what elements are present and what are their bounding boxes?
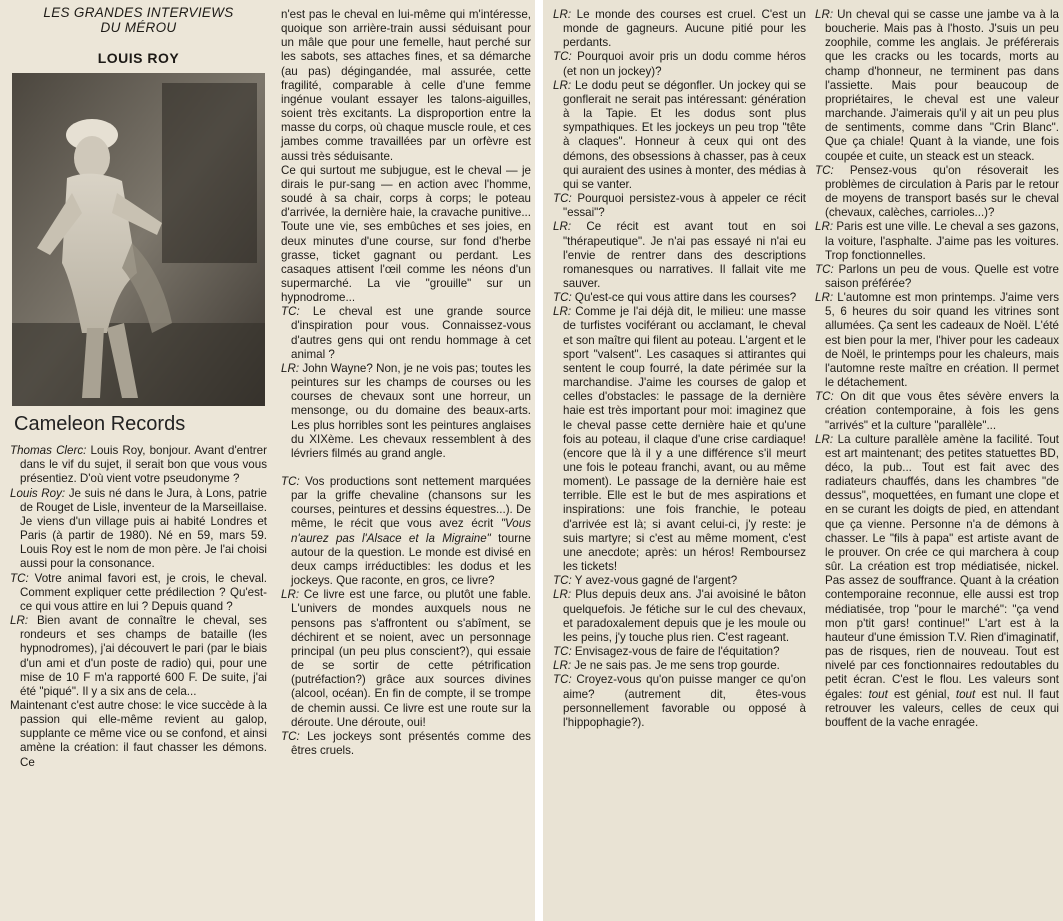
question-block: [553, 50, 806, 78]
speaker-label: LR:: [553, 220, 572, 234]
question-text: Pensez-vous qu'on résoverait les problèmes de circulation à Paris par le retour de moyens de transport basés sur le cheval (chevaux, calèches, carrioles...)?: [825, 163, 1059, 220]
speaker-label: LR:: [10, 614, 29, 628]
answer-block: [553, 8, 806, 50]
question-block: [281, 305, 531, 362]
answer-block: [815, 433, 1059, 730]
speaker-label: TC:: [553, 673, 572, 687]
speaker-label: Thomas Clerc:: [10, 444, 87, 458]
speaker-label: TC:: [10, 571, 29, 585]
answer-block: [553, 305, 806, 574]
question-block: [815, 263, 1059, 291]
question-text: Pourquoi persistez-vous à appeler ce récit "essai"?: [563, 192, 806, 220]
question-block: [553, 645, 806, 659]
answer-text: est nul. Il faut retrouver les valeurs, celles de ceux qui bouffent de la vache enragée.: [825, 687, 1059, 729]
speaker-label: LR:: [281, 361, 300, 375]
answer-text: John Wayne? Non, je ne vois pas; toutes les peintures sur les champs de courses ou les courses de chevaux sont une horreur, un mensonge, ou du domaine des beaux-arts. Les plus horribles sont les peintures anglaises du XIXème. Les chevaux ressemblent à des lévriers filmés au grand angle.: [291, 361, 531, 460]
answer-text: Paris est une ville. Le cheval a ses gazons, la voiture, l'asphalte. J'aime pas les voitures. Trop fonctionnelles.: [825, 220, 1059, 262]
speaker-label: LR:: [281, 588, 300, 602]
emphasis-word: tout: [868, 687, 888, 701]
question-text: On dit que vous êtes sévère envers la création contemporaine, à fois les gens "arrivés" et la culture "parallèle"...: [825, 390, 1059, 432]
speaker-label: TC:: [815, 262, 834, 276]
answer-text: Bien avant de connaître le cheval, ses rondeurs et ses champs de bataille (les hypnodromes), j'ai découvert le pari (par le biais d'un ami et d'un poste de radio) qui, pour une mise de 10 F m'a rapporté 600 F. De suite, j'ai été "piqué". Il y a six ans de cela...: [20, 614, 267, 698]
series-title: LES GRANDES INTERVIEWS DU MÉROU: [43, 5, 234, 35]
speaker-label: LR:: [815, 432, 834, 446]
speaker-label: TC:: [553, 574, 572, 588]
question-text: Le cheval est une grande source d'inspiration pour vous. Connaissez-vous d'autres gens qui ont rendu hommage à cet animal ?: [291, 305, 531, 361]
speaker-label: LR:: [815, 220, 834, 234]
speaker-label: LR:: [553, 8, 572, 21]
answer-block: [553, 588, 806, 645]
question-text: Les jockeys sont présentés comme des êtres cruels.: [291, 729, 531, 757]
portrait-photo-image: [12, 73, 265, 406]
question-text: Croyez-vous qu'on puisse manger ce qu'on aime? (autrement dit, êtes-vous personnellement favorable ou opposé à l'hippophagie?).: [563, 673, 806, 729]
speaker-label: TC:: [553, 192, 572, 206]
question-text: Qu'est-ce qui vous attire dans les courses?: [574, 291, 797, 305]
answer-continuation: n'est pas le cheval en lui-même qui m'intéresse, quoique son arrière-train aussi séduisant pour un mâle que pour une femelle, haut perché sur les sabots, ses attaches fines, et sa démarche (au pas) dégingandée, mal assurée, cette fragilité, comparable à celle d'une femme ingénue voulant essayer les talons-aiguilles, soient très excitants. La disproportion entre la masse du corps, où chaque muscle roule, et ces jambes comme travaillées par un orfèvre est aussi très séduisante.: [281, 8, 531, 163]
question-block: [553, 673, 806, 730]
emphasis-word: tout: [955, 687, 976, 701]
answer-text: est génial,: [893, 687, 950, 701]
question-block: [553, 574, 806, 588]
interviewee-name: LOUIS ROY: [97, 50, 180, 66]
answer-block: [553, 79, 806, 192]
speaker-label: TC:: [281, 475, 300, 488]
answer-text: Je suis né dans le Jura, à Lons, patrie de Rouget de Lisle, inventeur de la Marseillaise. Je viens d'un village puis ai habité Londres et Paris (à partir de 1980). Né en 59, mars 59. Louis Roy est le nom de mon père. Je l'ai choisi aussi pour la consonance.: [20, 486, 267, 571]
answer-text: Comme je l'ai déjà dit, le milieu: une masse de turfistes vociférant ou acclamant, le cheval et son maître qui filent au poteau. L'argent et le sport "valsent". Les casaques si attirantes qui sentent le coup fourré, la date périmée sur la marchandise. J'aime les courses de galop et celles d'obstacles: le passage de la dernière haie est très important pour moi: imaginez que le cheval passe cette dernière haie et qu'une fois au poteau, il claque d'une crise cardiaque! (encore que là il y a une différence s'il meurt une fois le poteau franchi, avant, ou au même moment). Le passage de la dernière haie est terrible. Elle est le but de mes aspirations et inspirations: une fois franchie, le poteau d'arrivée est là; si avant celui-ci, j'y reste: je suis martyre; si c'est au même moment, c'est une anecdote; après: un héros! Remboursez les tickets!: [563, 305, 806, 574]
answer-block: [10, 614, 267, 699]
question-text: Y avez-vous gagné de l'argent?: [574, 574, 738, 588]
speaker-label: TC:: [553, 50, 572, 64]
photo-credit: Cameleon Records: [14, 413, 186, 436]
question-text: tourne autour de la question. Le monde est divisé en deux camps irréductibles: les dodus et les jockeys. Que raconte, en gros, ce livre?: [291, 531, 531, 588]
speaker-label: LR:: [815, 291, 834, 305]
question-text: Louis Roy, bonjour. Avant d'entrer dans le vif du sujet, il serait bon que vous vous présentiez. D'où vient votre pseudonyme ?: [20, 444, 267, 486]
answer-text: Ce livre est une farce, ou plutôt une fable. L'univers de mondes auxquels nous ne pensons pas s'affrontent ou s'abîment, se déchirent et se noient, avec un personnage principal (un peu plus conscient?), qui essaie de se sortir de cette pétrification (putréfaction?) grâce aux sources divines (alcool, océan). En fin de compte, il se trompe de chemin aussi. Ce livre est une route sur la déroute. Une déroute, oui!: [291, 588, 531, 729]
answer-block: [281, 362, 531, 461]
answer-block: [553, 220, 806, 291]
question-block: [10, 572, 267, 614]
answer-text: Le monde des courses est cruel. C'est un monde de gagneurs. Aucune pitié pour les perdants.: [563, 8, 806, 50]
answer-block: [815, 291, 1059, 390]
question-block: [281, 730, 531, 758]
speaker-label: LR:: [815, 8, 834, 21]
answer-paragraph: Ce qui surtout me subjugue, est le cheval — je dirais le pur-sang — en action avec l'homme, soudé à sa chair, corps à corps; le poteau d'arrivée, la dernière haie, la cravache punitive... Toute une vie, ses embûches et ses joies, en deux minutes d'une course, sur fond d'herbe grasse, ticket gagnant ou perdant. Les casaques attisent l'œil comme les néons d'un supermarché. La vie "grouille" sur un hypnodrome...: [281, 163, 531, 305]
speaker-label: LR:: [553, 305, 572, 319]
question-block: [815, 164, 1059, 221]
answer-continuation: [10, 699, 267, 770]
speaker-label: Louis Roy:: [10, 486, 66, 500]
column-3: [553, 8, 806, 921]
question-block: [815, 390, 1059, 432]
speaker-label: TC:: [815, 390, 834, 404]
question-block: [553, 192, 806, 220]
column-4: [815, 8, 1059, 921]
question-text: Pourquoi avoir pris un dodu comme héros (et non un jockey)?: [563, 50, 806, 78]
portrait-photo: [12, 73, 265, 406]
question-text: Vos productions sont nettement marquées par la griffe chevaline (chansons sur les courses, peintures et dessins équestres...). De même, le récit que vous avez écrit: [291, 475, 531, 531]
answer-text: Plus depuis deux ans. J'ai avoisiné le bâton quelquefois. Je fétiche sur le cul des chevaux, et paradoxalement depuis que je les moule ou les peins, j'y touche plus rien. C'est rageant.: [563, 588, 806, 644]
answer-block: [553, 659, 806, 673]
question-block: [553, 291, 806, 305]
speaker-label: LR:: [553, 78, 572, 92]
speaker-label: TC:: [281, 305, 300, 319]
answer-text: La culture parallèle amène la facilité. Tout est art maintenant; des petites statuettes BD, déco, la pub... Tout est fait avec des radiateurs chauffés, dans les chambres "de dessus", moquettées, en fumant une clope et en se curant les doigts de pied, en attendant que ça vienne. Personne n'a de démons à chasser. Le "fils à papa" est artiste avant de le prouver. On crée ce qui marchera à coup sûr. La création est trop médiatisée, nickel. Pas assez de souffrance. Quant à la création contemporaine reconnue, elle aussi est trop médiatisée, trop "pour le marché": "ça vend mon p'tit gars! continue!" L'art est à la hauteur d'une émission T.V. Rien d'imaginatif, pas de risques, rien de nouveau. Tout est nivelé par ces fonctionnaires redoutables du petit écran. C'est le flou. Les valeurs sont égales:: [825, 432, 1060, 701]
question-text: Votre animal favori est, je crois, le cheval. Comment expliquer cette prédilection ? Qu'est-ce qui vous attire en lui ? Depuis quand ?: [20, 571, 267, 613]
speaker-label: TC:: [553, 645, 572, 659]
right-page: [543, 0, 1063, 921]
question-block: [10, 444, 267, 486]
answer-text: Un cheval qui se casse une jambe va à la boucherie. Mais pas à l'hosto. J'suis un peu zoophile, comme les anglais. Je préférerais que les cracks ou les tocards, morts au champ d'honneur, ne terminent pas dans l'assiette. Mais pour beaucoup de propriétaires, le cheval est une valeur marchande. J'aimerais qu'il y ait un peu plus de sentiments, comme dans "Crin Blanc". Que ça chiale! Quant à la viande, une fois coupée et cuite, un steack est un steack.: [825, 8, 1059, 163]
answer-text: Maintenant c'est autre chose: le vice succède à la passion qui elle-même revient au galop, supplante ce même vice ou se confond, et ainsi amène la création: il faut chasser les démons. Ce: [10, 698, 267, 769]
answer-text: Je ne sais pas. Je me sens trop gourde.: [574, 659, 780, 673]
question-text: Envisagez-vous de faire de l'équitation?: [574, 645, 780, 659]
answer-block: [815, 220, 1059, 262]
question-block: [281, 475, 531, 588]
speaker-label: TC:: [553, 291, 572, 305]
answer-block: [281, 588, 531, 730]
speaker-label: TC:: [281, 729, 300, 743]
answer-text: L'automne est mon printemps. J'aime vers 5, 6 heures du soir quand les vitrines sont allumées. Ça sent les cadeaux de Noël. L'été est bien pour la mer, l'hiver pour les cadeaux de Noël, le printemps pour les chaleurs, mais l'automne reste maître en création. Il permet le détachement.: [825, 291, 1059, 390]
answer-text: Ce récit est avant tout en soi "thérapeutique". Je n'ai pas essayé ni n'ai eu l'envie de rentrer dans des descriptions romanesques ou narratives. Il fallait vite me sauver.: [563, 220, 806, 290]
answer-block: [10, 487, 267, 572]
speaker-label: TC:: [815, 163, 834, 177]
column-1: [10, 0, 267, 921]
question-text: Parlons un peu de vous. Quelle est votre saison préférée?: [825, 262, 1059, 290]
book-title: "Vous n'aurez pas l'Alsace et la Migraine": [291, 517, 531, 545]
answer-block: [815, 8, 1059, 164]
answer-text: Le dodu peut se dégonfler. Un jockey qui se gonflerait ne serait pas intéressant: génération à la Tapie. Et les dodus sont plus sympathiques. Et les jockeys un peu trop "tête à claques". Honneur à ceux qui ont des démons, des obsessions à chasser, pas à ceux qui auraient des usines à monter, des médias à qui se vanter.: [563, 78, 806, 191]
speaker-label: LR:: [553, 659, 572, 673]
column-2: [281, 8, 531, 921]
speaker-label: LR:: [553, 588, 572, 602]
